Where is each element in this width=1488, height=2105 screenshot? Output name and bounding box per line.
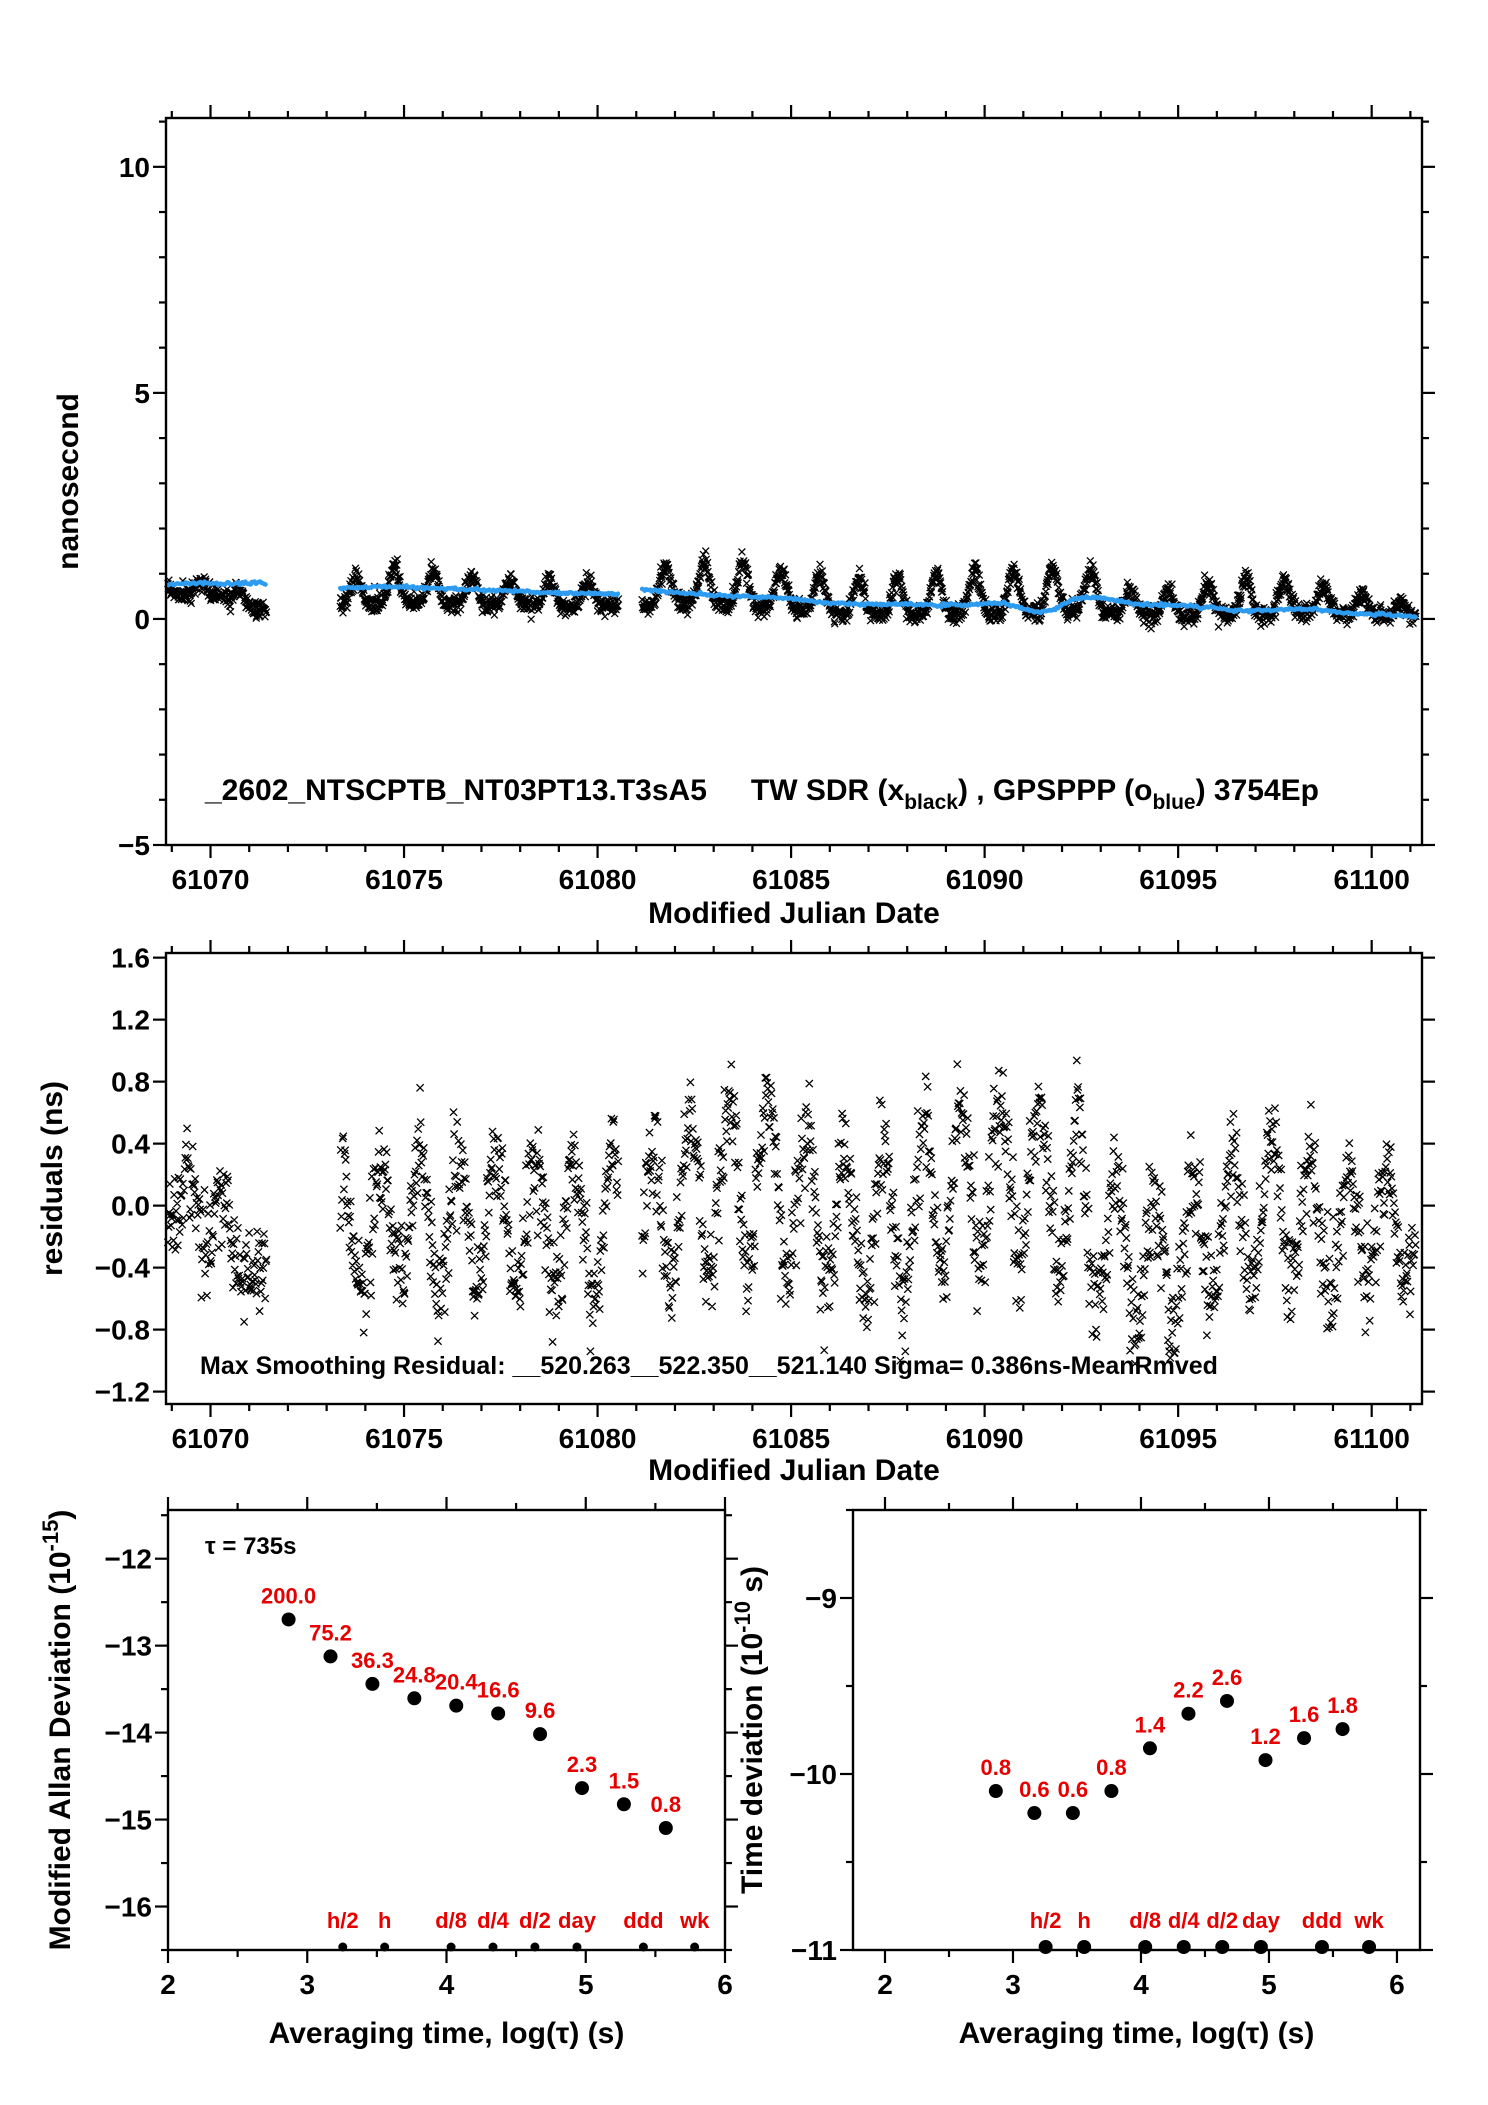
panel-mdev-point-label: 0.8: [650, 1791, 682, 1817]
panel2-ytick-label: −1.2: [94, 1376, 150, 1408]
panel-mdev-point: [659, 1821, 673, 1835]
panel-mdev-point-label: 36.3: [351, 1647, 394, 1673]
panel-tdev-calendar-label: d/8: [1129, 1908, 1162, 1933]
panel1-xtick-label: 61100: [1333, 864, 1410, 895]
panel-mdev-ytick-label: −12: [104, 1543, 152, 1575]
panel1-ytick-label: 10: [118, 151, 150, 183]
panel2-ylabel: residuals (ns): [36, 1080, 69, 1277]
panel1-xtick-label: 61095: [1139, 864, 1218, 895]
panel-mdev-calendar-dot: [639, 1943, 648, 1952]
panel-tdev-calendar-label: h/2: [1029, 1908, 1062, 1933]
panel-tdev-point: [1220, 1694, 1234, 1708]
panel-mdev-point: [617, 1797, 631, 1811]
panel1-ytick-label: −5: [118, 830, 150, 861]
panel-tdev-point-label: 0.8: [980, 1755, 1012, 1781]
residuals-scatter: [164, 1057, 1419, 1367]
panel-tdev-point: [989, 1784, 1003, 1798]
panel-tdev-calendar-dot: [1215, 1940, 1229, 1954]
panel2-ytick-label: 0.0: [111, 1190, 150, 1222]
panel-tdev-xtick-label: 2: [877, 1969, 893, 2000]
panel2-xtick-label: 61090: [945, 1423, 1024, 1454]
panel-tdev-point-label: 0.8: [1096, 1755, 1127, 1781]
panel-tdev-point-label: 1.6: [1288, 1702, 1320, 1728]
panel-mdev-xtick-label: 4: [438, 1969, 455, 2000]
panel2-ytick-label: 1.6: [111, 942, 150, 974]
panel-mdev-point-label: 9.6: [524, 1698, 556, 1724]
panel1-xtick-label: 61075: [365, 864, 443, 895]
panel1-ytick-label: 5: [134, 377, 150, 409]
panel-tdev-point-label: 1.2: [1250, 1724, 1281, 1750]
panel-mdev-point: [491, 1706, 505, 1720]
panel-mdev-point-label: 16.6: [476, 1677, 520, 1703]
panel-tdev-point: [1104, 1784, 1118, 1798]
panel1-xlabel: Modified Julian Date: [648, 897, 940, 930]
panel-mdev-point: [365, 1677, 379, 1691]
panel-mdev-calendar-dot: [572, 1943, 581, 1952]
panel-mdev-ytick-label: −16: [104, 1891, 152, 1923]
panel-mdev-calendar-label: d/8: [435, 1908, 467, 1933]
panel-tdev-point: [1027, 1806, 1041, 1820]
panel-tdev-calendar-label: day: [1241, 1908, 1280, 1933]
panel-mdev-point: [449, 1699, 463, 1713]
panel-mdev-calendar-dot: [447, 1943, 456, 1952]
panel-mdev-xtick-label: 6: [717, 1969, 733, 2000]
panel-mdev-point-label: 24.8: [392, 1662, 436, 1688]
panel-tdev-calendar-dot: [1362, 1940, 1376, 1954]
panel-tdev-point-label: 1.8: [1327, 1693, 1358, 1719]
panel-mdev-calendar-label: h/2: [326, 1908, 359, 1933]
panel4-ylabel: Time deviation ($10^{-10}$ s): [730, 1565, 769, 1895]
panel-tdev-point: [1259, 1753, 1273, 1767]
panel-mdev-point: [575, 1781, 589, 1795]
panel-tdev-point: [1297, 1731, 1311, 1745]
panel-mdev-calendar-label: h: [377, 1908, 392, 1933]
panel-tdev-xtick-label: 4: [1133, 1969, 1149, 2000]
panel2-ytick-label: 0.4: [111, 1128, 150, 1160]
panel-mdev-point: [533, 1727, 547, 1741]
panel-tdev-calendar-dot: [1077, 1940, 1091, 1954]
panel-mdev-calendar-dot: [489, 1943, 498, 1952]
panel2-xlabel: Modified Julian Date: [648, 1454, 940, 1487]
panel-mdev-calendar-dot: [338, 1943, 347, 1952]
panel-tdev-ytick-label: −9: [805, 1583, 837, 1614]
panel1-ylabel: nanosecond: [52, 393, 85, 570]
panel-mdev-calendar-label: d/2: [519, 1908, 551, 1933]
panel-tdev-ytick-label: −10: [789, 1759, 837, 1790]
panel-tdev-calendar-dot: [1254, 1940, 1268, 1954]
panel-mdev-point-label: 75.2: [309, 1620, 352, 1646]
panel-mdev-calendar-label: day: [558, 1908, 596, 1933]
panel1-xtick-label: 61090: [945, 864, 1024, 895]
panel1-ytick-label: 0: [134, 603, 150, 635]
panel-mdev-calendar-label: ddd: [623, 1908, 664, 1933]
panel-tdev-point-label: 0.6: [1057, 1777, 1089, 1803]
gpsppp-line: [168, 582, 266, 586]
panel2-xtick-label: 61085: [752, 1423, 831, 1454]
panel-mdev-xlabel: Averaging time, log(τ) (s): [268, 2017, 625, 2050]
panel-mdev-point: [324, 1649, 338, 1663]
panel3-ylabel: Modified Allan Deviation $(10^{-15})$: [38, 1509, 77, 1951]
panel-mdev-point: [282, 1612, 296, 1626]
panel-mdev-point-label: 200.0: [261, 1583, 317, 1609]
panel-mdev-annotation: τ = 735s: [205, 1533, 297, 1560]
panel-tdev-calendar-dot: [1138, 1940, 1152, 1954]
panel-tdev-xtick-label: 3: [1005, 1969, 1021, 2000]
panel-mdev-calendar-dot: [530, 1943, 539, 1952]
panel-tdev-point: [1181, 1707, 1195, 1721]
panel-mdev-calendar-label: d/4: [477, 1908, 509, 1933]
panel2-ytick-label: −0.4: [94, 1252, 150, 1284]
panel2-xtick-label: 61070: [171, 1423, 250, 1454]
panel-tdev-ytick-label: −11: [791, 1935, 837, 1966]
panel-tdev-calendar-label: ddd: [1301, 1908, 1343, 1933]
panel-tdev-xtick-label: 5: [1261, 1969, 1277, 2000]
panel-tdev-point: [1143, 1741, 1157, 1755]
panel-tdev-point-label: 2.2: [1173, 1677, 1204, 1703]
panel-mdev-point: [407, 1691, 421, 1705]
panel-mdev-xtick-label: 3: [299, 1969, 316, 2000]
panel-mdev-ytick-label: −13: [104, 1630, 152, 1662]
panel-mdev: [38, 1497, 738, 2050]
panel-tdev-calendar-dot: [1039, 1940, 1053, 1954]
panel-mdev-xtick-label: 5: [577, 1969, 594, 2000]
panel-tdev-point-label: 2.6: [1211, 1664, 1243, 1690]
panel1-xtick-label: 61085: [752, 864, 831, 895]
panel-mdev-calendar-label: wk: [679, 1908, 710, 1933]
panel2-xtick-label: 61100: [1333, 1423, 1410, 1454]
panel2-xtick-label: 61075: [365, 1423, 443, 1454]
panel-mdev-calendar-dot: [380, 1943, 389, 1952]
panel1-xtick-label: 61070: [171, 864, 250, 895]
panel-mdev-ytick-label: −15: [104, 1804, 152, 1836]
panel2-ytick-label: 1.2: [111, 1004, 150, 1036]
panel-tdev-point-label: 0.6: [1019, 1777, 1050, 1803]
panel-mdev-point-label: 1.5: [608, 1768, 640, 1794]
panel-mdev-calendar-dot: [690, 1943, 699, 1952]
panel-tdev-calendar-dot: [1177, 1940, 1191, 1954]
panel-tdev-xlabel: Averaging time, log(τ) (s): [958, 2017, 1315, 2050]
panel-tdev-point: [1336, 1722, 1350, 1736]
panel-tdev-calendar-label: wk: [1354, 1908, 1384, 1933]
panel2-xtick-label: 61080: [558, 1423, 637, 1454]
panel-tdev-calendar-label: d/2: [1206, 1908, 1239, 1933]
panel2-annotation: Max Smoothing Residual: __520.263__522.350__521.140 Sigma= 0.386ns-MeanRmved: [200, 1352, 1218, 1380]
panel-tdev-point: [1066, 1806, 1080, 1820]
panel2-frame: [166, 953, 1422, 1404]
panel-mdev-point-label: 2.3: [566, 1752, 598, 1778]
panel1-xtick-label: 61080: [558, 864, 637, 895]
panel-residuals: [36, 940, 1435, 1487]
panel-tdev-calendar-label: h: [1077, 1908, 1091, 1933]
panel-time-comparison: [52, 105, 1435, 930]
panel-mdev-xtick-label: 2: [160, 1969, 176, 2000]
panel1-title: _2602_NTSCPTB_NT03PT13.T3sA5 TW SDR $(x_{black})$ , GPSPPP $(o_{blue})$ 3754Ep: [205, 774, 1320, 814]
panel-tdev-calendar-dot: [1315, 1940, 1329, 1954]
panel-mdev-point-label: 20.4: [434, 1669, 478, 1695]
panel1-frame: [166, 118, 1422, 845]
panel2-ytick-label: 0.8: [111, 1066, 150, 1098]
panel-mdev-frame: [168, 1510, 725, 1950]
panel-tdev-xtick-label: 6: [1389, 1969, 1405, 2000]
panel-mdev-ytick-label: −14: [104, 1717, 152, 1749]
panel-tdev-calendar-label: d/4: [1167, 1908, 1200, 1933]
panel-tdev-point-label: 1.4: [1134, 1712, 1166, 1738]
panel2-xtick-label: 61095: [1139, 1423, 1218, 1454]
panel-tdev: [730, 1497, 1433, 2050]
panel2-ytick-label: −0.8: [94, 1314, 150, 1346]
